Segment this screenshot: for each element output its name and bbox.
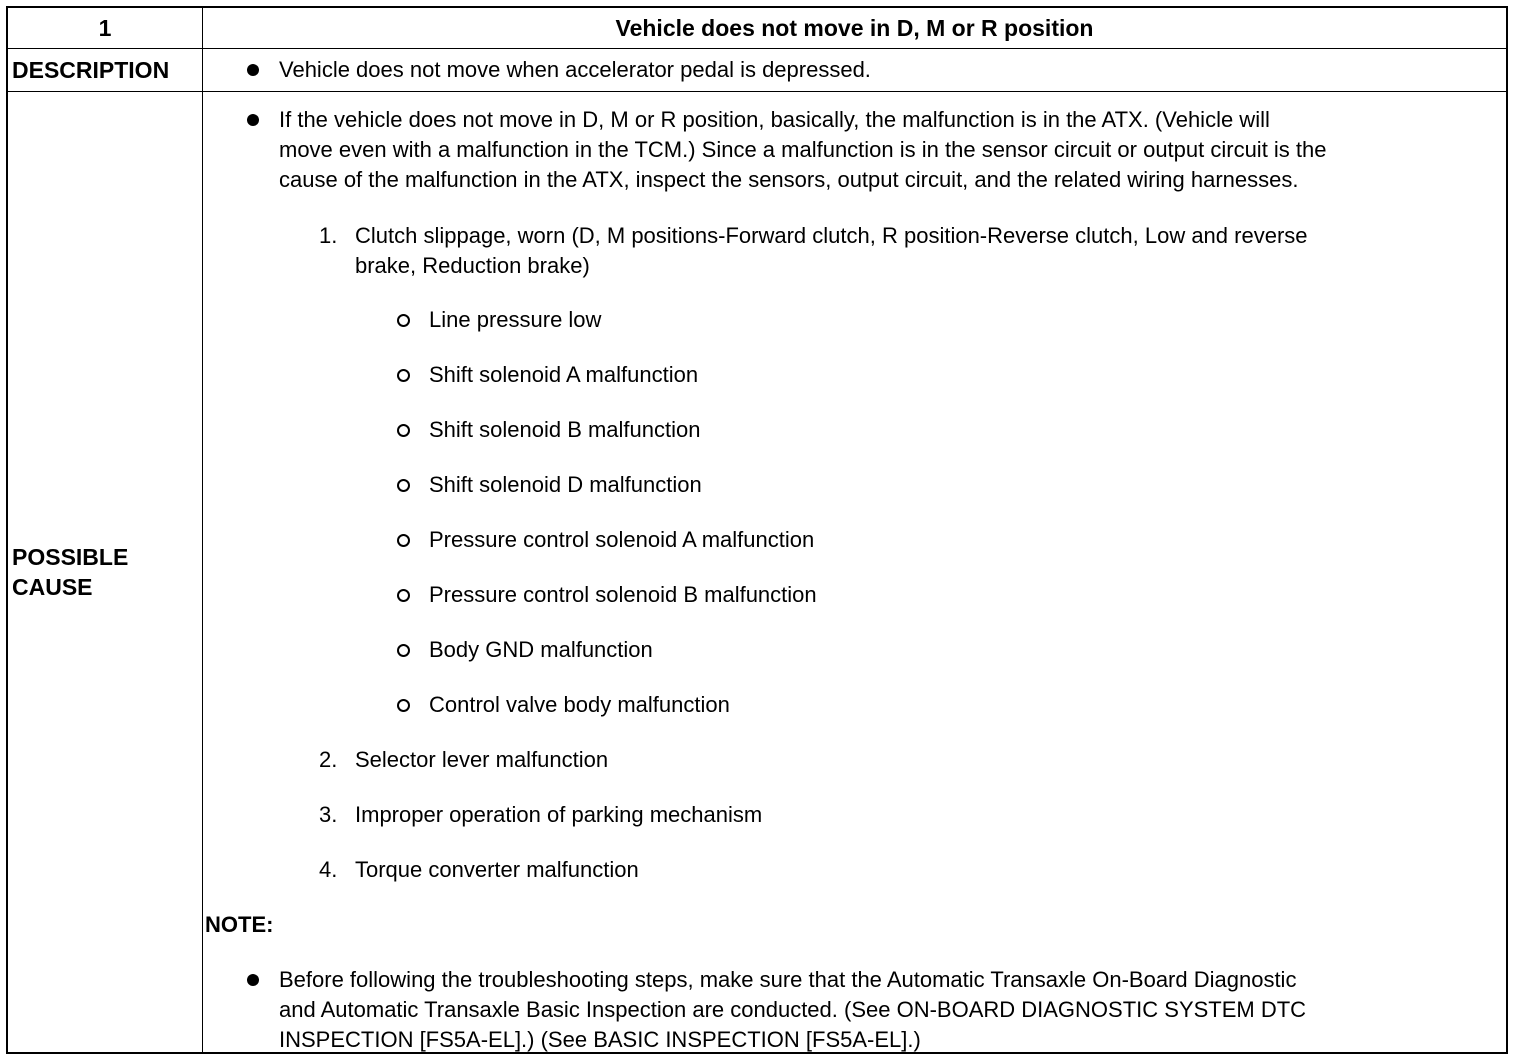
sub-cause-item bbox=[429, 470, 702, 500]
cause-item-2 bbox=[319, 745, 1466, 775]
possible-cause-label bbox=[12, 542, 206, 602]
step-title: Vehicle does not move in D, M or R position bbox=[615, 15, 1094, 41]
cause-text: Selector lever malfunction bbox=[355, 747, 609, 772]
sub-cause-text: Line pressure low bbox=[429, 307, 602, 332]
description-label: DESCRIPTION bbox=[12, 57, 170, 83]
note-line: INSPECTION [FS5A-EL].) (See BASIC INSPECTION [FS5A-EL].) bbox=[279, 1027, 921, 1052]
sub-cause-item bbox=[429, 415, 701, 445]
possible-cause-cell bbox=[203, 92, 1506, 1052]
troubleshooting-table bbox=[6, 6, 1508, 1054]
sub-cause-text: Pressure control solenoid A malfunction bbox=[429, 527, 815, 552]
cause-item-3 bbox=[319, 800, 1466, 830]
sub-cause-item bbox=[429, 360, 698, 390]
cause-text: Improper operation of parking mechanism bbox=[355, 802, 763, 827]
intro-line: cause of the malfunction in the ATX, inspect the sensors, output circuit, and the related wiring harnesses. bbox=[279, 167, 1299, 192]
cause-number: 3. bbox=[319, 802, 338, 827]
cause-text: Clutch slippage, worn (D, M positions-Forward clutch, R position-Reverse clutch, Low and reverse bbox=[355, 223, 1308, 248]
cause-item-1 bbox=[319, 221, 1466, 281]
possible-cause-label-line: POSSIBLE bbox=[12, 544, 129, 570]
bullet-icon bbox=[247, 974, 259, 986]
intro-line: move even with a malfunction in the TCM.) Since a malfunction is in the sensor circuit or output circuit is the bbox=[279, 137, 1327, 162]
cause-item-4 bbox=[319, 855, 1466, 885]
sub-cause-text: Shift solenoid B malfunction bbox=[429, 417, 701, 442]
description-row bbox=[8, 49, 1506, 91]
sub-cause-item bbox=[429, 580, 817, 610]
circle-bullet-icon bbox=[397, 534, 410, 547]
sub-cause-item bbox=[429, 690, 730, 720]
sub-cause-item bbox=[429, 635, 653, 665]
sub-cause-text: Control valve body malfunction bbox=[429, 692, 730, 717]
possible-cause-label-line: CAUSE bbox=[12, 574, 93, 600]
circle-bullet-icon bbox=[397, 479, 410, 492]
sub-cause-text: Body GND malfunction bbox=[429, 637, 653, 662]
circle-bullet-icon bbox=[397, 699, 410, 712]
sub-cause-text: Shift solenoid D malfunction bbox=[429, 472, 702, 497]
sub-cause-text: Shift solenoid A malfunction bbox=[429, 362, 699, 387]
description-item bbox=[279, 55, 1476, 85]
sub-cause-item bbox=[429, 525, 814, 555]
circle-bullet-icon bbox=[397, 314, 410, 327]
sub-cause-text: Pressure control solenoid B malfunction bbox=[429, 582, 817, 607]
circle-bullet-icon bbox=[397, 644, 410, 657]
cause-intro bbox=[279, 105, 1476, 195]
description-text: Vehicle does not move when accelerator pedal is depressed. bbox=[279, 57, 871, 82]
step-number: 1 bbox=[98, 15, 112, 41]
bullet-icon bbox=[247, 64, 259, 76]
description-cell bbox=[203, 55, 1506, 85]
cause-number: 1. bbox=[319, 223, 338, 248]
cause-number: 2. bbox=[319, 747, 338, 772]
header-row bbox=[8, 8, 1506, 49]
note-line: and Automatic Transaxle Basic Inspection are conducted. (See ON-BOARD DIAGNOSTIC SYSTEM DTC bbox=[279, 997, 1307, 1022]
possible-cause-row bbox=[8, 92, 1506, 1052]
cause-number: 4. bbox=[319, 857, 338, 882]
bullet-icon bbox=[247, 114, 259, 126]
intro-line: If the vehicle does not move in D, M or R position, basically, the malfunction is in the ATX. (Vehicle will bbox=[279, 107, 1270, 132]
circle-bullet-icon bbox=[397, 424, 410, 437]
cause-text: Torque converter malfunction bbox=[355, 857, 639, 882]
circle-bullet-icon bbox=[397, 589, 410, 602]
note-item bbox=[279, 965, 1476, 1055]
sub-cause-item bbox=[429, 305, 601, 335]
circle-bullet-icon bbox=[397, 369, 410, 382]
cause-text: brake, Reduction brake) bbox=[355, 253, 590, 278]
note-line: Before following the troubleshooting steps, make sure that the Automatic Transaxle On-Board Diagnostic bbox=[279, 967, 1297, 992]
note-label: NOTE: bbox=[205, 912, 274, 937]
